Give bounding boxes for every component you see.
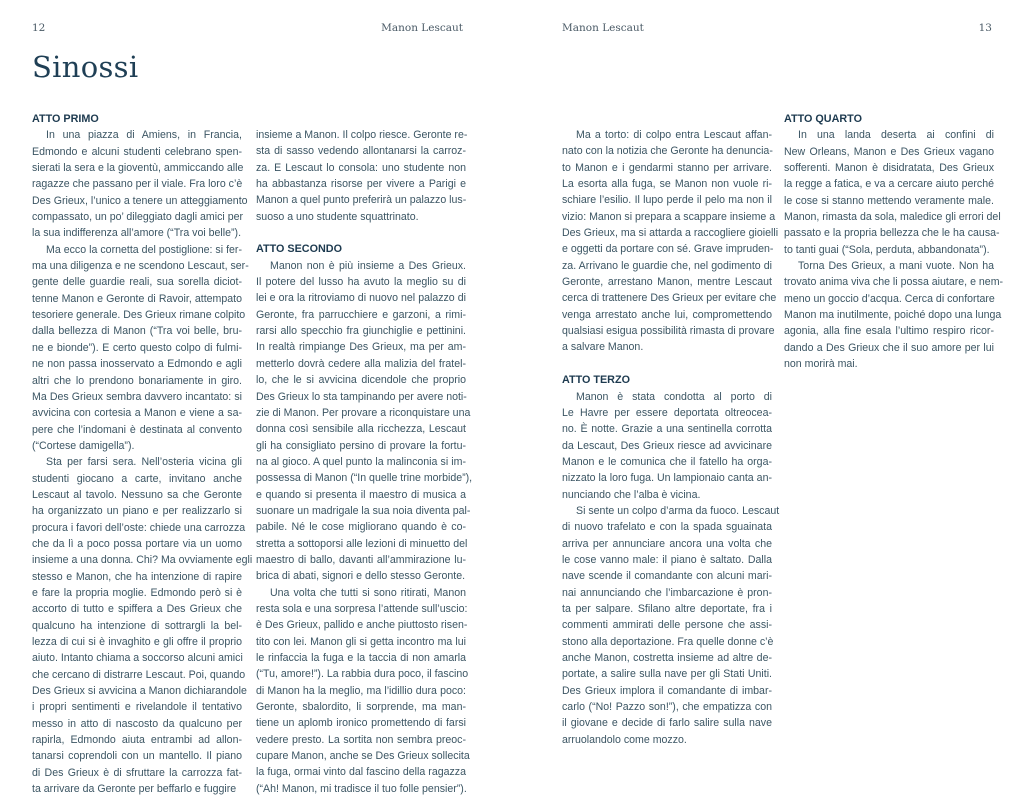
- text-block: [256, 127, 466, 225]
- text-line: aiuto. Intanto chiama a soccorso alcuni amici: [32, 652, 243, 665]
- text-line: la regge a fatica, e va a cercare aiuto perché: [784, 178, 994, 191]
- text-line: suonare un madrigale la sua noia diventa pal-: [256, 504, 471, 517]
- text-line: procura i favori dell’oste: chiede una carrozza: [32, 521, 246, 534]
- text-line: cupare Manon, anche se Des Grieux sollecita: [256, 750, 470, 763]
- text-line: dando a Des Grieux che il suo amore per lui: [784, 341, 994, 354]
- text-line: Manon ma inutilmente, poiché dopo una lunga: [784, 309, 1002, 322]
- paragraph: [562, 389, 772, 503]
- text-line: ta arrivare da Geronte per beffarlo e fuggire: [32, 783, 237, 796]
- text-line: Lescaut al tavolo. Nessuno sa che Geronte: [32, 488, 242, 501]
- running-head-left: Manon Lescaut: [381, 22, 463, 34]
- text-line: lo, che le si avvicina dicendole che proprio: [256, 374, 466, 387]
- text-line: Geronte, sbalordito, li sorprende, ma man-: [256, 701, 466, 714]
- paragraph: [32, 242, 249, 454]
- text-line: (“Ah! Manon, mi tradisce il tuo folle pensier”).: [256, 782, 467, 795]
- section-gap: [562, 356, 772, 372]
- text-line: gli ha consigliato persino di provare la fortu-: [256, 439, 466, 452]
- text-line: compassato, un po’ dileggiato dagli amici per: [32, 211, 244, 224]
- text-line: In una landa deserta ai confini di: [798, 129, 994, 142]
- text-line: le cose si stanno mettendo veramente male.: [784, 194, 994, 207]
- text-line: arriva per annunciare ancora una volta che: [562, 537, 772, 550]
- text-line: Ma ecco la cornetta del postiglione: si fer-: [46, 243, 242, 256]
- text-line: e quando si presenta il maestro di musica a: [256, 488, 466, 501]
- right-column-2: [784, 111, 1004, 373]
- text-line: a salvare Manon.: [562, 341, 644, 354]
- text-line: za. E Lescaut lo consola: uno studente non: [256, 161, 466, 174]
- text-line: Des Grieux implora il comandante di imbar-: [562, 684, 772, 697]
- text-line: metterlo dovrà cedere alla malizia del fratel-: [256, 357, 466, 370]
- text-line: Manon, rimasta da sola, maledice gli errori del: [784, 211, 1001, 224]
- text-line: che da lì a poco possa portare via un uomo: [32, 537, 242, 550]
- text-line: agonia, alla fine esala l’ultimo respiro ricor-: [784, 325, 994, 338]
- heading-atto-secondo: ATTO SECONDO: [256, 243, 342, 256]
- text-line: venga arrestato anche lui, compromettendo: [562, 308, 772, 321]
- text-line: che cercano di distrarre Lescaut. Poi, quando: [32, 668, 246, 681]
- paragraph: [562, 503, 780, 748]
- text-line: lei e ora la ritroviamo di nuovo nel palazzo di: [256, 292, 466, 305]
- page-number-left: 12: [32, 22, 46, 34]
- text-line: sierati la sera e la gioventù, ammiccando alle: [32, 162, 244, 175]
- text-line: arruolandolo come mozzo.: [562, 733, 687, 746]
- text-line: donna così sensibile alla ricchezza, Lescaut: [256, 423, 466, 436]
- text-line: ma una diligenza e ne scendono Lescaut, ser-: [32, 260, 249, 273]
- text-line: gente delle guardie reali, sua sorella diciot-: [32, 276, 242, 289]
- text-line: portate, a salire sulla nave per gli Stati Uniti.: [562, 668, 772, 681]
- text-line: vizio: Manon si prepara a scappare insieme a: [562, 210, 776, 223]
- text-line: i propri sentimenti e rivelandole il tentativo: [32, 701, 242, 714]
- text-line: altri che lo prendono bonariamente in giro.: [32, 374, 242, 387]
- text-line: le rinfaccia la fuga e la taccia di non amarla: [256, 652, 466, 664]
- text-line: non morirà mai.: [784, 358, 858, 371]
- text-line: nato con la notizia che Geronte ha denuncia-: [562, 145, 773, 158]
- text-line: tesoriere generale. Des Grieux rimane colpito: [32, 309, 246, 322]
- text-line: Ma Des Grieux sembra davvero incantato: si: [32, 390, 242, 403]
- text-line: ne non passa inosservato a Edmondo e agli: [32, 358, 242, 371]
- text-line: cerca di trattenere Des Grieux per evitare che: [562, 292, 777, 305]
- text-line: na al gioco. A quel punto la malinconia si im-: [256, 455, 466, 468]
- text-line: In realtà rimpiange Des Grieux, ma per am-: [256, 341, 466, 354]
- heading-atto-terzo: ATTO TERZO: [562, 374, 630, 387]
- text-line: New Orleans, Manon e Des Grieux vagano: [784, 145, 994, 158]
- text-line: studenti giocano a carte, invitano anche: [32, 472, 242, 485]
- text-line: Manon non è più insieme a Des Grieux.: [270, 259, 466, 272]
- text-line: sta di sasso vedendo allontanarsi la carroz-: [256, 145, 466, 158]
- text-line: Torna Des Grieux, a mani vuote. Non ha: [798, 260, 994, 273]
- text-line: Geronte, arrestano Manon, mentre Lescaut: [562, 276, 772, 289]
- text-line: ne e bionde”). E certo questo colpo di fulmi-: [32, 341, 242, 354]
- text-line: avvicina con cortesia a Manon e viene a sa-: [32, 407, 242, 420]
- text-line: il giovane e decide di farlo salire sulla nave: [562, 717, 772, 730]
- text-block: [256, 258, 473, 797]
- text-line: è Des Grieux, pallido e anche piuttosto risen-: [256, 619, 468, 632]
- text-line: meno un goccio d’acqua. Cerca di confortare: [784, 292, 995, 305]
- right-page: [512, 0, 1024, 768]
- text-line: passato e la propria bellezza che le ha causa-: [784, 227, 1000, 240]
- right-column-1: [562, 127, 780, 748]
- left-column-1: [32, 111, 253, 797]
- text-line: Des Grieux, ma si attarda a raccogliere gioielli: [562, 227, 779, 240]
- text-line: Manon e le comunica che il fatello ha orga-: [562, 455, 772, 468]
- text-line: Sta per farsi sera. Nell’osteria vicina gli: [46, 456, 242, 469]
- text-line: le cose vanno male: il piano è saltato. Dalla: [562, 553, 772, 566]
- text-line: tito con lei. Manon gli si getta incontro ma lui: [256, 635, 466, 648]
- text-line: no. È notte. Grazie a una sentinella corrotta: [562, 423, 772, 436]
- page-title: Sinossi: [32, 50, 139, 84]
- text-line: da Lescaut, Des Grieux riesce ad avvicinare: [562, 439, 772, 452]
- text-line: qualcuno ha intenzione di sottrargli la bel-: [32, 619, 242, 632]
- text-line: za. Arrivano le guardie che, nel godimento di: [562, 259, 772, 272]
- text-line: nai annunciando che l’imbarcazione è pron-: [562, 586, 772, 599]
- text-line: suoso a uno studente squattrinato.: [256, 210, 419, 223]
- paragraph: [32, 127, 248, 241]
- heading-atto-quarto: ATTO QUARTO: [784, 113, 862, 125]
- text-line: pabile. Né le cose migliorano quando è co-: [256, 521, 466, 534]
- text-line: qualsiasi esigua possibilità rimasta di provare: [562, 325, 775, 338]
- text-line: di Manon ha la meglio, ma l’idillio dura poco:: [256, 684, 466, 697]
- text-block: [32, 127, 253, 797]
- text-line: la fuga, ormai vinto dal fascino della ragazza: [256, 766, 466, 779]
- text-line: ragazze che passano per il viale. Fra loro c’è: [32, 178, 243, 191]
- text-line: sofferenti. Manon è disidratata, Des Grieux: [784, 162, 994, 175]
- text-line: (“Tu, amore!”). La rabbia dura poco, il fascino: [256, 668, 469, 681]
- left-column-2: [256, 127, 473, 797]
- text-line: messo in atto di nascosto da qualcuno per: [32, 717, 242, 730]
- text-block: [562, 127, 779, 356]
- text-line: ha organizzato un piano e per realizzarlo si: [32, 505, 242, 518]
- text-line: Le Havre per essere deportata oltreocea-: [562, 406, 772, 419]
- paragraph: [256, 258, 473, 585]
- text-line: e oggetti da portare con sé. Grave impruden-: [562, 243, 774, 256]
- text-line: possessa di Manon (“In quelle trine morbide”),: [256, 472, 473, 485]
- text-line: di Des Grieux è di sfruttare la carrozza fat-: [32, 766, 242, 779]
- text-line: Des Grieux, l’unico a tenere un atteggiamento: [32, 194, 248, 207]
- text-line: accorto di tutto e spiffera a Des Grieux che: [32, 603, 242, 616]
- text-line: zie di Manon. Per provare a riconquistare una: [256, 406, 471, 419]
- text-line: Il potere del lusso ha avuto la meglio su di: [256, 276, 466, 289]
- text-line: dalla bellezza di Manon (“Tra voi belle, bru-: [32, 325, 242, 338]
- page-number-right: 13: [978, 22, 992, 34]
- text-line: ta per salpare. Sfilano altre deportate, fra i: [562, 602, 772, 615]
- text-line: nizzato la loro fuga. Un lampionaio canta an-: [562, 472, 772, 485]
- text-line: vedere presto. La sortita non sembra preoc-: [256, 733, 466, 746]
- text-line: rarsi allo specchio fra giunchiglie e pettinini.: [256, 325, 466, 338]
- text-line: anche Manon, costretta insieme ad altre de-: [562, 652, 772, 664]
- text-line: Una volta che tutti si sono ritirati, Manon: [270, 586, 466, 599]
- text-line: In una piazza di Amiens, in Francia,: [46, 129, 242, 142]
- paragraph: [256, 585, 470, 797]
- text-line: nunciando che l’alba è vicina.: [562, 488, 701, 501]
- text-line: di nuovo trafelato e con la spada sguainata: [562, 521, 772, 534]
- heading-atto-primo: ATTO PRIMO: [32, 113, 99, 125]
- text-line: pere che l’indomani è destinata al convento: [32, 423, 242, 436]
- text-line: Des Grieux lo sta tampinando per avere noti-: [256, 390, 467, 403]
- text-line: tiene un aplomb ironico promettendo di farsi: [256, 717, 466, 730]
- running-head-right: Manon Lescaut: [562, 22, 644, 34]
- text-line: la sua indifferenza all’amore (“Tra voi belle”).: [32, 227, 242, 240]
- text-line: carlo (“No! Pazzo son!”), che empatizza con: [562, 701, 772, 714]
- text-block: [562, 389, 780, 749]
- text-block: [784, 127, 1004, 372]
- text-line: commenti ammirati delle persone che assi-: [562, 619, 772, 632]
- text-line: insieme a Manon. Il colpo riesce. Geronte re-: [256, 129, 468, 141]
- text-line: stretta a sottoporsi alle lezioni di minuetto del: [256, 537, 468, 550]
- text-line: Si sente un colpo d’arma da fuoco. Lescaut: [576, 504, 780, 517]
- text-line: Ma a torto: di colpo entra Lescaut affan-: [576, 129, 772, 141]
- text-line: to tanti guai (“Sola, perduta, abbandonata”).: [784, 243, 990, 256]
- text-line: trovato anima viva che li possa aiutare, e nem-: [784, 276, 1004, 289]
- text-line: tanarsi coprendoli con un mantello. Il piano: [32, 750, 242, 763]
- text-line: lezza di cui si è invaghito e gli offre il proprio: [32, 636, 242, 648]
- paragraph: [784, 258, 1004, 372]
- text-line: Manon a quel punto preferirà un palazzo lus-: [256, 194, 467, 207]
- text-line: insieme a una donna. Chi? Ma ovviamente egli: [32, 554, 253, 567]
- text-line: Edmondo e alcuni studenti celebrano spen-: [32, 145, 242, 158]
- section-gap: [256, 225, 466, 241]
- text-line: maestro di ballo, davanti all’ammirazione lu-: [256, 553, 466, 566]
- left-page: [0, 0, 512, 796]
- text-line: to Manon e i gendarmi stanno per arrivare.: [562, 161, 772, 174]
- paragraph: [784, 127, 1001, 258]
- text-line: La esorta alla fuga, se Manon non vuole ri-: [562, 178, 772, 191]
- text-line: resta sola e una sorpresa l’attende sull’uscio:: [256, 602, 468, 615]
- text-line: stesso e Manon, che ha intenzione di rapire: [32, 570, 242, 583]
- text-line: e fare la propria moglie. Edmondo però si è: [32, 586, 242, 599]
- text-line: brica di abati, signori e dello stesso Geronte.: [256, 570, 466, 583]
- text-line: schiare l’esilio. Il lupo perde il pelo ma non il: [562, 194, 772, 207]
- text-line: rapirla, Edmondo aiuta entrambi ad allon-: [32, 734, 242, 747]
- text-line: nave scende il comandante con alcuni mari-: [562, 570, 772, 583]
- text-line: ha abbastanza risorse per vivere a Parigi e: [256, 178, 466, 191]
- text-line: Des Grieux si avvicina a Manon dichiarandole: [32, 685, 247, 698]
- text-line: Geronte, fra parrucchiere e garzoni, a rimi-: [256, 308, 466, 321]
- paragraph: [32, 454, 253, 797]
- text-line: Manon è stata condotta al porto di: [576, 390, 772, 403]
- text-line: (“Cortese damigella”).: [32, 439, 135, 452]
- text-line: tenne Manon e Geronte di Ravoir, attempato: [32, 292, 242, 305]
- text-line: stono alla deportazione. Fra quelle donne c’è: [562, 635, 774, 648]
